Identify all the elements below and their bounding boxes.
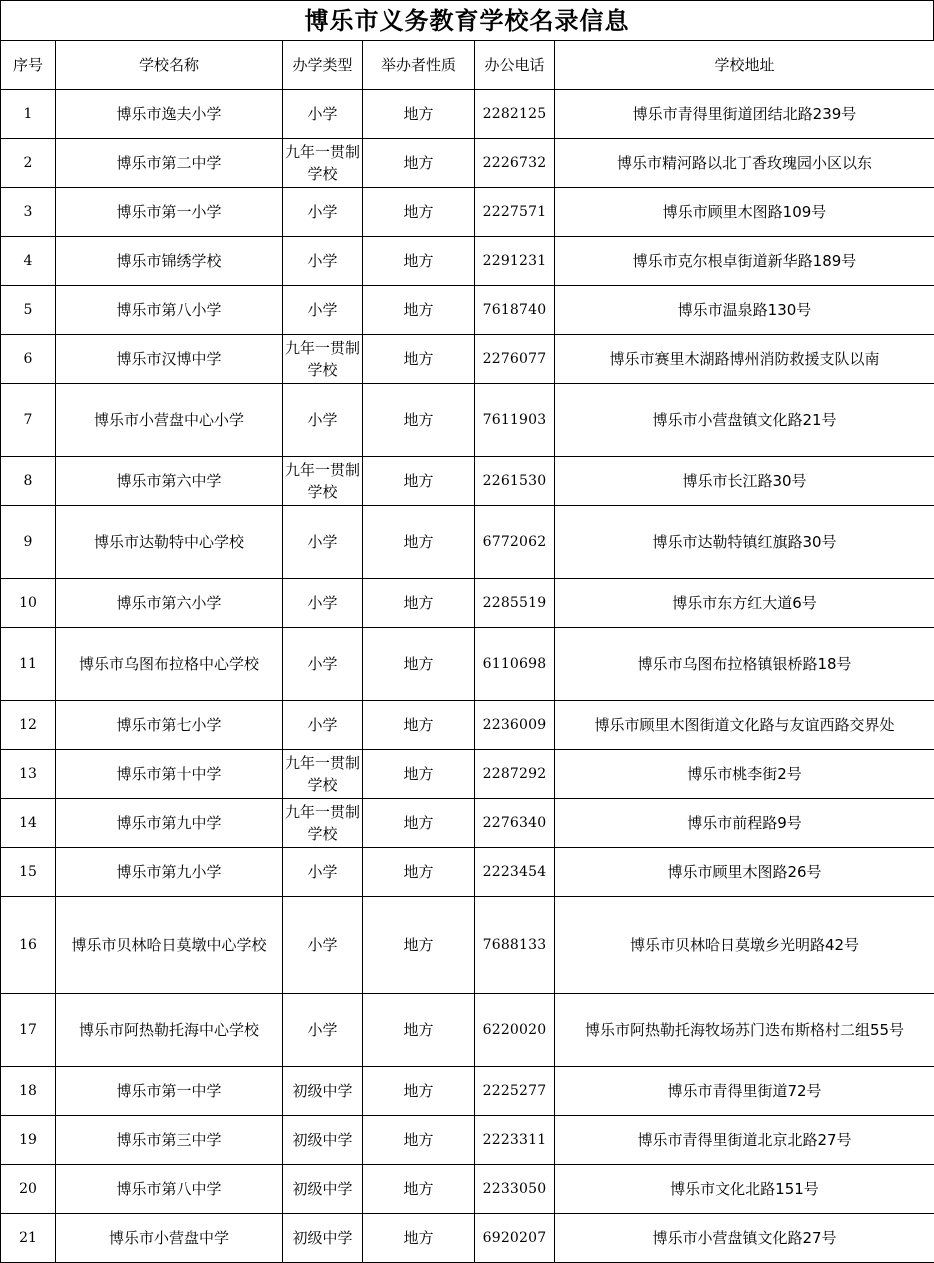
cell-school-type: 小学 bbox=[283, 897, 363, 994]
cell-no: 17 bbox=[1, 994, 56, 1067]
cell-organizer: 地方 bbox=[363, 1214, 475, 1263]
cell-school-name: 博乐市阿热勒托海中心学校 bbox=[56, 994, 283, 1067]
cell-school-name: 博乐市第八中学 bbox=[56, 1165, 283, 1214]
cell-school-type: 小学 bbox=[283, 237, 363, 286]
cell-school-type: 小学 bbox=[283, 994, 363, 1067]
cell-organizer: 地方 bbox=[363, 579, 475, 628]
table-row bbox=[1, 994, 934, 1067]
cell-phone: 7618740 bbox=[475, 286, 555, 335]
cell-school-name: 博乐市第九小学 bbox=[56, 848, 283, 897]
table-header-row bbox=[1, 41, 934, 90]
cell-phone: 2276340 bbox=[475, 799, 555, 848]
cell-address: 博乐市青得里街道北京北路27号 bbox=[555, 1116, 934, 1165]
cell-address: 博乐市精河路以北丁香玫瑰园小区以东 bbox=[555, 139, 934, 188]
cell-phone: 6772062 bbox=[475, 506, 555, 579]
header-phone: 办公电话 bbox=[475, 41, 555, 90]
cell-no: 3 bbox=[1, 188, 56, 237]
cell-school-name: 博乐市第九中学 bbox=[56, 799, 283, 848]
table-row bbox=[1, 848, 934, 897]
table-row bbox=[1, 90, 934, 139]
cell-school-type: 九年一贯制学校 bbox=[283, 335, 363, 384]
cell-phone: 7611903 bbox=[475, 384, 555, 457]
header-name: 学校名称 bbox=[56, 41, 283, 90]
cell-phone: 2227571 bbox=[475, 188, 555, 237]
cell-no: 16 bbox=[1, 897, 56, 994]
cell-no: 8 bbox=[1, 457, 56, 506]
cell-phone: 2285519 bbox=[475, 579, 555, 628]
table-row bbox=[1, 506, 934, 579]
cell-address: 博乐市温泉路130号 bbox=[555, 286, 934, 335]
cell-address: 博乐市顾里木图街道文化路与友谊西路交界处 bbox=[555, 701, 934, 750]
cell-school-name: 博乐市第一小学 bbox=[56, 188, 283, 237]
cell-school-name: 博乐市第六小学 bbox=[56, 579, 283, 628]
table-row bbox=[1, 237, 934, 286]
cell-address: 博乐市乌图布拉格镇银桥路18号 bbox=[555, 628, 934, 701]
cell-phone: 2261530 bbox=[475, 457, 555, 506]
cell-no: 6 bbox=[1, 335, 56, 384]
header-organizer: 举办者性质 bbox=[363, 41, 475, 90]
table-row bbox=[1, 799, 934, 848]
page-title: 博乐市义务教育学校名录信息 bbox=[0, 0, 934, 40]
cell-school-name: 博乐市第一中学 bbox=[56, 1067, 283, 1116]
cell-address: 博乐市顾里木图路109号 bbox=[555, 188, 934, 237]
cell-school-name: 博乐市第七小学 bbox=[56, 701, 283, 750]
header-type: 办学类型 bbox=[283, 41, 363, 90]
cell-phone: 2233050 bbox=[475, 1165, 555, 1214]
cell-address: 博乐市贝林哈日莫墩乡光明路42号 bbox=[555, 897, 934, 994]
cell-organizer: 地方 bbox=[363, 384, 475, 457]
table-row bbox=[1, 457, 934, 506]
cell-school-type: 初级中学 bbox=[283, 1214, 363, 1263]
table-body bbox=[1, 90, 934, 1263]
table-row bbox=[1, 579, 934, 628]
cell-school-name: 博乐市小营盘中心小学 bbox=[56, 384, 283, 457]
cell-address: 博乐市青得里街道72号 bbox=[555, 1067, 934, 1116]
cell-organizer: 地方 bbox=[363, 188, 475, 237]
cell-address: 博乐市达勒特镇红旗路30号 bbox=[555, 506, 934, 579]
cell-organizer: 地方 bbox=[363, 237, 475, 286]
cell-phone: 2276077 bbox=[475, 335, 555, 384]
cell-school-type: 九年一贯制学校 bbox=[283, 799, 363, 848]
cell-organizer: 地方 bbox=[363, 994, 475, 1067]
cell-organizer: 地方 bbox=[363, 1165, 475, 1214]
cell-school-name: 博乐市乌图布拉格中心学校 bbox=[56, 628, 283, 701]
table-row bbox=[1, 188, 934, 237]
table-row bbox=[1, 1214, 934, 1263]
cell-school-type: 小学 bbox=[283, 188, 363, 237]
cell-no: 2 bbox=[1, 139, 56, 188]
cell-school-type: 小学 bbox=[283, 286, 363, 335]
table-row bbox=[1, 384, 934, 457]
table-row bbox=[1, 139, 934, 188]
cell-school-type: 初级中学 bbox=[283, 1165, 363, 1214]
cell-phone: 6920207 bbox=[475, 1214, 555, 1263]
cell-organizer: 地方 bbox=[363, 335, 475, 384]
cell-school-type: 小学 bbox=[283, 848, 363, 897]
cell-no: 7 bbox=[1, 384, 56, 457]
cell-organizer: 地方 bbox=[363, 848, 475, 897]
cell-school-name: 博乐市第三中学 bbox=[56, 1116, 283, 1165]
cell-address: 博乐市克尔根卓街道新华路189号 bbox=[555, 237, 934, 286]
cell-school-type: 初级中学 bbox=[283, 1116, 363, 1165]
table-row bbox=[1, 1165, 934, 1214]
table-row bbox=[1, 701, 934, 750]
cell-no: 21 bbox=[1, 1214, 56, 1263]
cell-school-name: 博乐市第六中学 bbox=[56, 457, 283, 506]
table-row bbox=[1, 628, 934, 701]
cell-address: 博乐市东方红大道6号 bbox=[555, 579, 934, 628]
cell-phone: 2282125 bbox=[475, 90, 555, 139]
cell-school-type: 九年一贯制学校 bbox=[283, 750, 363, 799]
cell-no: 14 bbox=[1, 799, 56, 848]
cell-school-type: 小学 bbox=[283, 628, 363, 701]
cell-address: 博乐市小营盘镇文化路27号 bbox=[555, 1214, 934, 1263]
cell-organizer: 地方 bbox=[363, 457, 475, 506]
cell-school-type: 小学 bbox=[283, 90, 363, 139]
cell-school-name: 博乐市逸夫小学 bbox=[56, 90, 283, 139]
cell-organizer: 地方 bbox=[363, 701, 475, 750]
table-row bbox=[1, 1116, 934, 1165]
cell-no: 11 bbox=[1, 628, 56, 701]
table-row bbox=[1, 897, 934, 994]
cell-no: 18 bbox=[1, 1067, 56, 1116]
cell-no: 12 bbox=[1, 701, 56, 750]
table-row bbox=[1, 750, 934, 799]
cell-phone: 7688133 bbox=[475, 897, 555, 994]
cell-organizer: 地方 bbox=[363, 1116, 475, 1165]
cell-phone: 2226732 bbox=[475, 139, 555, 188]
cell-school-name: 博乐市第十中学 bbox=[56, 750, 283, 799]
cell-school-name: 博乐市第八小学 bbox=[56, 286, 283, 335]
cell-school-type: 初级中学 bbox=[283, 1067, 363, 1116]
cell-no: 1 bbox=[1, 90, 56, 139]
cell-phone: 2236009 bbox=[475, 701, 555, 750]
cell-phone: 6110698 bbox=[475, 628, 555, 701]
cell-address: 博乐市阿热勒托海牧场苏门迭布斯格村二组55号 bbox=[555, 994, 934, 1067]
cell-phone: 2223454 bbox=[475, 848, 555, 897]
cell-organizer: 地方 bbox=[363, 1067, 475, 1116]
cell-no: 5 bbox=[1, 286, 56, 335]
cell-school-type: 小学 bbox=[283, 506, 363, 579]
cell-organizer: 地方 bbox=[363, 897, 475, 994]
cell-no: 13 bbox=[1, 750, 56, 799]
cell-organizer: 地方 bbox=[363, 750, 475, 799]
table-row bbox=[1, 286, 934, 335]
cell-phone: 2291231 bbox=[475, 237, 555, 286]
cell-no: 15 bbox=[1, 848, 56, 897]
cell-address: 博乐市桃李街2号 bbox=[555, 750, 934, 799]
cell-school-name: 博乐市汉博中学 bbox=[56, 335, 283, 384]
cell-school-type: 九年一贯制学校 bbox=[283, 457, 363, 506]
cell-school-name: 博乐市第二中学 bbox=[56, 139, 283, 188]
header-no: 序号 bbox=[1, 41, 56, 90]
table-row bbox=[1, 335, 934, 384]
cell-address: 博乐市小营盘镇文化路21号 bbox=[555, 384, 934, 457]
cell-organizer: 地方 bbox=[363, 506, 475, 579]
cell-address: 博乐市顾里木图路26号 bbox=[555, 848, 934, 897]
cell-school-name: 博乐市小营盘中学 bbox=[56, 1214, 283, 1263]
cell-address: 博乐市前程路9号 bbox=[555, 799, 934, 848]
cell-school-type: 小学 bbox=[283, 384, 363, 457]
cell-no: 9 bbox=[1, 506, 56, 579]
cell-organizer: 地方 bbox=[363, 628, 475, 701]
cell-school-type: 九年一贯制学校 bbox=[283, 139, 363, 188]
cell-address: 博乐市长江路30号 bbox=[555, 457, 934, 506]
cell-address: 博乐市赛里木湖路博州消防救援支队以南 bbox=[555, 335, 934, 384]
cell-organizer: 地方 bbox=[363, 90, 475, 139]
cell-phone: 2223311 bbox=[475, 1116, 555, 1165]
cell-no: 4 bbox=[1, 237, 56, 286]
cell-phone: 2287292 bbox=[475, 750, 555, 799]
cell-organizer: 地方 bbox=[363, 139, 475, 188]
cell-phone: 6220020 bbox=[475, 994, 555, 1067]
cell-school-type: 小学 bbox=[283, 579, 363, 628]
cell-no: 10 bbox=[1, 579, 56, 628]
cell-organizer: 地方 bbox=[363, 799, 475, 848]
cell-school-name: 博乐市锦绣学校 bbox=[56, 237, 283, 286]
school-roster-table bbox=[0, 40, 934, 1263]
cell-phone: 2225277 bbox=[475, 1067, 555, 1116]
cell-address: 博乐市青得里街道团结北路239号 bbox=[555, 90, 934, 139]
cell-no: 20 bbox=[1, 1165, 56, 1214]
cell-address: 博乐市文化北路151号 bbox=[555, 1165, 934, 1214]
table-row bbox=[1, 1067, 934, 1116]
cell-no: 19 bbox=[1, 1116, 56, 1165]
cell-school-type: 小学 bbox=[283, 701, 363, 750]
cell-organizer: 地方 bbox=[363, 286, 475, 335]
cell-school-name: 博乐市贝林哈日莫墩中心学校 bbox=[56, 897, 283, 994]
header-address: 学校地址 bbox=[555, 41, 934, 90]
cell-school-name: 博乐市达勒特中心学校 bbox=[56, 506, 283, 579]
